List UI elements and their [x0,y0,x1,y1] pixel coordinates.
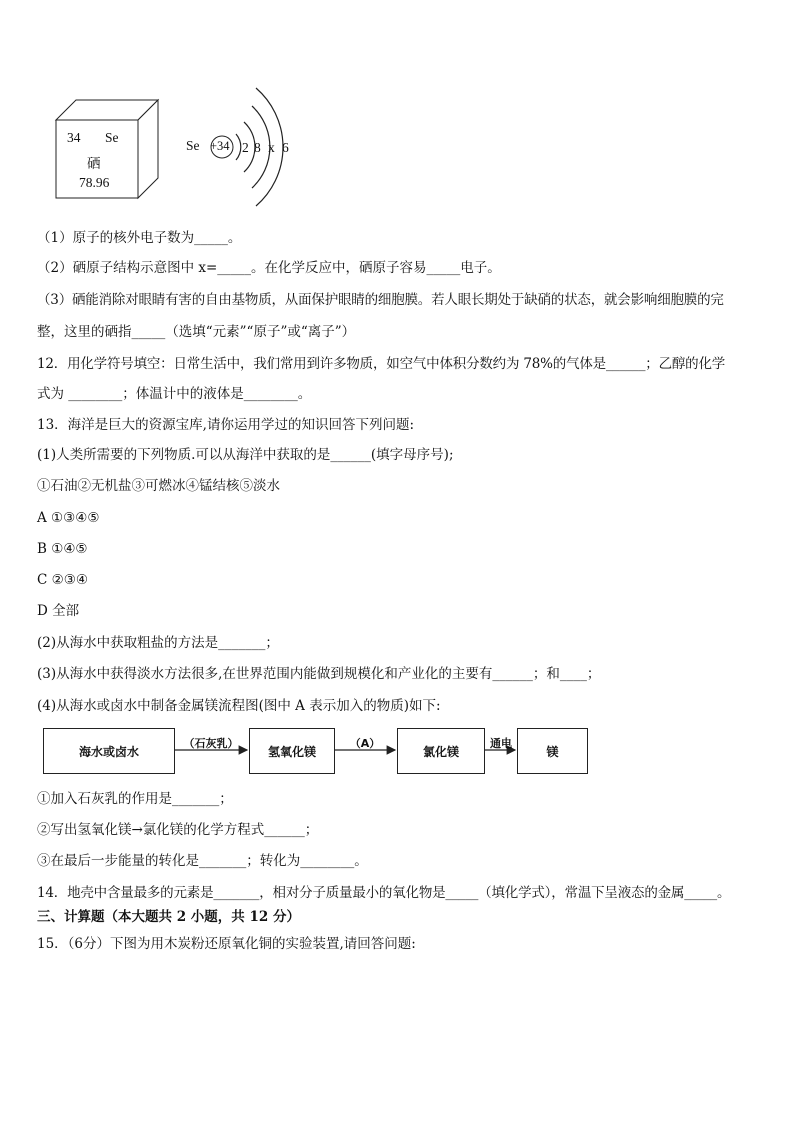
element-name: 硒 [87,156,101,171]
option-d: D 全部 [37,603,80,619]
question-13-items: ①石油②无机盐③可燃冰④锰结核⑤淡水 [37,478,280,494]
flow-arrow-3-label: 通电 [490,737,512,750]
flow-box-magnesium: 镁 [517,728,588,774]
option-c: C ②③④ [37,572,88,588]
shell-3-count: x [268,140,275,155]
question-13-part-4-1: ①加入石灰乳的作用是_______； [37,791,233,807]
option-b: B ①④⑤ [37,541,88,557]
question-13-part-2: (2)从海水中获取粗盐的方法是_______； [37,635,279,651]
question-11-part-1: （1）原子的核外电子数为_____。 [37,230,242,246]
flow-box-seawater: 海水或卤水 [43,728,175,774]
question-13-title: 13．海洋是巨大的资源宝库,请你运用学过的知识回答下列问题: [37,417,415,433]
atomic-mass: 78.96 [79,175,110,190]
question-13-part-4: (4)从海水或卤水中制备金属镁流程图(图中 A 表示加入的物质)如下: [37,698,441,714]
element-symbol: Se [105,130,119,145]
question-13-part-3: (3)从海水中获得淡水方法很多,在世界范围内能做到规模化和产业化的主要有______；和____； [37,666,601,682]
atom-symbol: Se [186,138,200,153]
question-13-part-4-2: ②写出氢氧化镁→氯化镁的化学方程式______； [37,822,319,838]
flow-box-magnesium-chloride: 氯化镁 [397,728,485,774]
shell-4-count: 6 [282,140,289,155]
flow-box-magnesium-hydroxide: 氢氧化镁 [249,728,335,774]
flow-arrow-2-label: （A） [349,737,381,750]
shell-2-count: 8 [254,140,261,155]
flow-arrow-1-label: （石灰乳） [183,737,239,750]
question-14: 14．地壳中含量最多的元素是_______，相对分子质量最小的氧化物是_____（填化学式），常温下呈液态的金属_____。 [37,885,731,901]
question-11-part-3-line-2: 整，这里的硒指_____（选填“元素”“原子”或“离子”） [37,324,356,340]
question-11-part-3-line-1: （3）硒能消除对眼睛有害的自由基物质，从面保护眼睛的细胞膜。若人眼长期处于缺硝的状态，就会影响细胞膜的完 [37,292,724,308]
shell-1-count: 2 [242,140,249,155]
section-3-heading: 三、计算题（本大题共 2 小题，共 12 分） [37,909,300,925]
question-13-part-1: (1)人类所需要的下列物质.可以从海洋中获取的是______(填字母序号); [37,447,454,463]
question-15: 15．（6分）下图为用木炭粉还原氧化铜的实验装置,请回答问题: [37,936,416,952]
option-a: A ①③④⑤ [37,510,100,526]
question-12-line-1: 12．用化学符号填空：日常生活中，我们常用到许多物质，如空气中体积分数约为 78%的气体是______；乙醇的化学 [37,356,726,372]
question-13-part-4-3: ③在最后一步能量的转化是_______；转化为________。 [37,853,368,869]
question-11-part-2: （2）硒原子结构示意图中 x=_____。在化学反应中，硒原子容易_____电子。 [37,260,501,276]
atomic-number: 34 [67,130,81,145]
nucleus-charge: +34 [210,139,230,153]
question-12-line-2: 式为 ________；体温计中的液体是________。 [37,386,312,402]
